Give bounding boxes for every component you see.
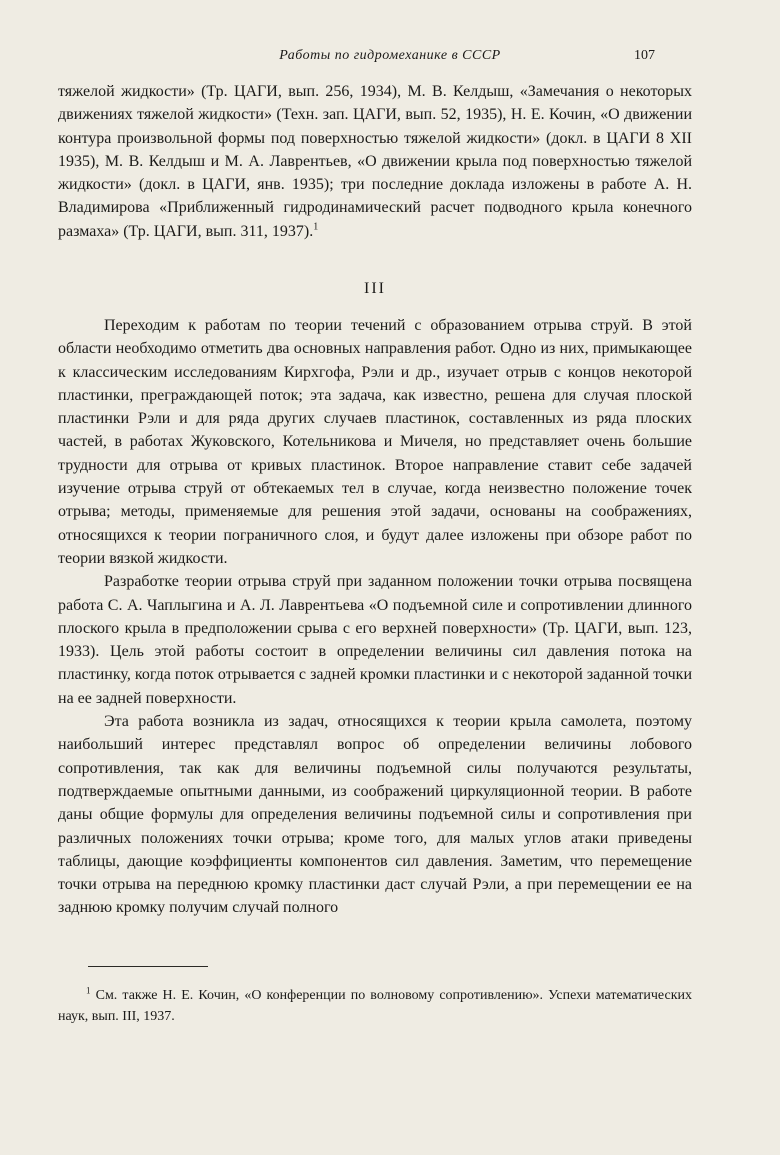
page-number: 107 [634, 48, 655, 63]
footnote [58, 985, 692, 1027]
intro-paragraph [58, 80, 692, 243]
section-paragraph-2: Разработке теории отрыва струй при заданном положении точки отрыва посвящена работа С. А. Чаплыгина и А. Л. Лаврентьева «О подъемной силе и сопротивлении длинного плоского крыла в предположении срыва с его верхней поверхности» (Тр. ЦАГИ, вып. 123, 1933). Цель этой работы состоит в определении величины сил давления потока на пластинку, когда поток отрывается с задней кромки пластинки и с некоторой заданной точки на ее задней поверхности. [58, 573, 692, 707]
intro-paragraph-text: тяжелой жидкости» (Тр. ЦАГИ, вып. 256, 1934), М. В. Келдыш, «Замечания о некоторых движениях тяжелой жидкости» (Техн. зап. ЦАГИ, вып. 52, 1935), Н. Е. Кочин, «О движении контура произвольной формы под поверхностью тяжелой жидкости» (докл. в ЦАГИ 8 XII 1935), М. В. Келдыш и М. А. Лаврентьев, «О движении крыла под поверхностью тяжелой жидкости» (докл. в ЦАГИ, янв. 1935); три последние доклада изложены в работе А. Н. Владимирова «Приближенный гидродинамический расчет подводного крыла конечного размаха» (Тр. ЦАГИ, вып. 311, 1937). [58, 83, 692, 240]
section-heading-text: III [364, 280, 386, 297]
footnote-reference: 1 [313, 221, 319, 233]
running-header-title: Работы по гидромеханике в СССР [279, 48, 501, 63]
footnote-divider [88, 966, 208, 967]
section-heading [58, 273, 692, 314]
intro-text-block [58, 80, 692, 243]
footnote-mark: 1 [86, 985, 91, 996]
section-iii [58, 273, 692, 920]
section-paragraph-1: Переходим к работам по теории течений с образованием отрыва струй. В этой области необходимо отметить два основных направления работ. Одно из них, примыкающее к классическим исследованиям Кирхгофа, Рэли и др., изучает отрыв с концов некоторой пластинки, преграждающей поток; эта задача, как известно, решена для случая плоской пластинки Рэли и для ряда других случаев пластинок, составленных из ряда плоских частей, в работах Жуковского, Котельникова и Мичеля, но представляет очень большие трудности для отрыва от кривых пластинок. Второе направление ставит себе задачей изучение отрыва струй от обтекаемых тел в случае, когда неизвестно положение точек отрыва; методы, применяемые для решения этой задачи, основаны на соображениях, относящихся к теории пограничного слоя, и будут далее изложены при обзоре работ по теории вязкой жидкости. [58, 317, 692, 567]
footnote-text: См. также Н. Е. Кочин, «О конференции по волновому сопротивлению». Успехи математических наук, вып. III, 1937. [58, 988, 692, 1024]
section-paragraph-3: Эта работа возникла из задач, относящихся к теории крыла самолета, поэтому наибольший интерес представлял вопрос об определении величины лобового сопротивления, так как для величины подъемной силы получаются результаты, подтверждаемые опытными данными, из соображений циркуляционной теории. В работе даны общие формулы для определения величины подъемной силы и сопротивления при различных положениях точки отрыва; кроме того, для малых углов атаки приведены таблицы, дающие коэффициенты компонентов сил давления. Заметим, что перемещение точки отрыва на переднюю кромку пластинки даст случай Рэли, а при перемещении ее на заднюю кромку получим случай полного [58, 713, 692, 917]
